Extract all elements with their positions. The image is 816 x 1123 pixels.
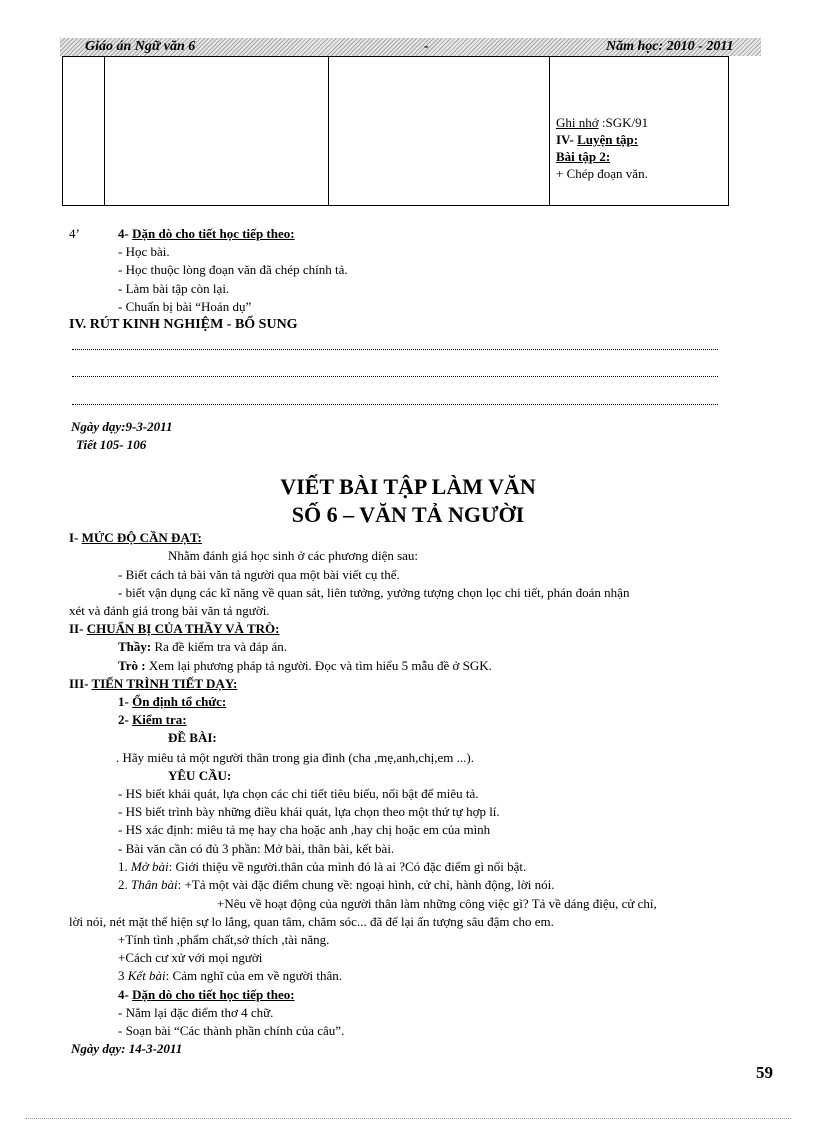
table-cell-notes (556, 114, 648, 182)
teaching-date: Ngày dạy:9-3-2011 (71, 419, 173, 434)
requirement-item: - Bài văn cần có đủ 3 phần: Mở bài, thân bài, kết bài. (118, 841, 395, 856)
dotted-line (72, 403, 718, 405)
student-prep: Trò : Xem lại phương pháp tả người. Đọc và tìm hiểu 5 mẫu đề ở SGK. (118, 658, 492, 673)
section-1-heading: I- MỨC ĐỘ CẦN ĐẠT: (69, 530, 202, 545)
teaching-date-2: Ngày dạy: 14-3-2011 (71, 1041, 183, 1056)
section-3-heading: III- TIẾN TRÌNH TIẾT DẠY: (69, 676, 238, 691)
homework-item: - Học bài. (118, 244, 170, 259)
lesson-title-line1: VIẾT BÀI TẬP LÀM VĂN (280, 474, 536, 499)
than-bai-line: +Nêu về hoạt động của người thân làm những công việc gì? Tả về dáng điệu, cử chỉ, (217, 896, 657, 911)
homework-item: - Chuẩn bị bài “Hoán dụ” (118, 299, 252, 314)
table-col-divider (549, 57, 550, 205)
table-col-divider (104, 57, 105, 205)
de-bai-text: . Hãy miêu tả một người thân trong gia đình (cha ,mẹ,anh,chị,em ...). (116, 750, 474, 765)
step-4-item: - Nắm lại đặc điểm thơ 4 chữ. (118, 1005, 274, 1020)
step-1: 1- Ổn định tổ chức: (118, 694, 227, 709)
page-bottom-border (25, 1118, 791, 1119)
dotted-line (72, 375, 718, 377)
homework-item: - Làm bài tập còn lại. (118, 281, 230, 296)
homework-heading: 4- Dặn dò cho tiết học tiếp theo: (118, 226, 295, 241)
chep-doan-van: + Chép đoạn văn. (556, 166, 648, 181)
than-bai-line: +Cách cư xử với mọi người (118, 950, 263, 965)
time-label: 4’ (69, 226, 80, 241)
step-4-item: - Soạn bài “Các thành phần chính của câu”. (118, 1023, 345, 1038)
section-1-item-cont: xét và đánh giá trong bài văn tả người. (69, 603, 270, 618)
header-subject: Giáo án Ngữ văn 6 (85, 39, 196, 54)
requirement-item: - HS biết khái quát, lựa chọn các chi tiết tiêu biểu, nổi bật để miêu tả. (118, 786, 479, 801)
lesson-title-line2: SỐ 6 – VĂN TẢ NGƯỜI (291, 502, 525, 527)
mo-bai: 1. Mở bài: Giới thiệu về người.thân của mình đó là ai ?Có đặc điểm gì nổi bật. (118, 859, 527, 874)
ghi-nho-label: Ghi nhớ (556, 115, 599, 130)
homework-item: - Học thuộc lòng đoạn văn đã chép chính tả. (118, 262, 348, 277)
than-bai-line: +Tính tình ,phẩm chất,sở thích ,tài năng. (118, 932, 330, 947)
section-1-item: - biết vận dụng các kĩ năng về quan sát, liên tưởng, yưởng tượng chọn lọc chi tiết, phán đoán nhận (118, 585, 630, 600)
step-4: 4- Dặn dò cho tiết học tiếp theo: (118, 987, 295, 1002)
section-1-item: - Biết cách tả bài văn tả người qua một bài viết cụ thể. (118, 567, 400, 582)
header-school-year: Năm học: 2010 - 2011 (606, 39, 734, 54)
dotted-line (72, 348, 718, 350)
requirement-item: - HS biết trình bày những điều khái quát, lựa chọn theo một thứ tự hợp lí. (118, 804, 500, 819)
than-bai-line: lời nói, nét mặt thể hiện sự lo lắng, quan tâm, chăm sóc... đã để lại ấn tượng sâu đậm cho em. (69, 914, 554, 929)
table-col-divider (328, 57, 329, 205)
rut-kinh-nghiem-heading: IV. RÚT KINH NGHIỆM - BỔ SUNG (69, 317, 298, 332)
lesson-period: Tiết 105- 106 (76, 437, 147, 452)
luyen-tap-num: IV- (556, 132, 578, 147)
section-1-intro: Nhằm đánh giá học sinh ở các phương diện sau: (168, 548, 419, 563)
ghi-nho-ref: :SGK/91 (598, 115, 649, 130)
luyen-tap-heading: Luyện tập: (577, 132, 639, 147)
page-number: 59 (756, 1063, 773, 1082)
de-bai-heading: ĐỀ BÀI: (168, 730, 217, 745)
requirement-item: - HS xác định: miêu tả mẹ hay cha hoặc anh ,hay chị hoặc em của mình (118, 822, 491, 837)
yeu-cau-heading: YÊU CẦU: (168, 768, 232, 783)
step-2: 2- Kiểm tra: (118, 712, 187, 727)
ket-bai: 3 Kết bài: Cảm nghĩ của em về người thân. (118, 968, 343, 983)
header-separator: - (424, 39, 429, 54)
section-2-heading: II- CHUẨN BỊ CỦA THẦY VÀ TRÒ: (69, 621, 280, 636)
than-bai: 2. Thân bài: +Tả một vài đặc điểm chung về: ngoại hình, cử chỉ, hành động, lời nói. (118, 877, 555, 892)
teacher-prep: Thầy: Ra đề kiểm tra và đáp án. (118, 639, 287, 654)
bai-tap-heading: Bài tập 2: (556, 149, 611, 164)
